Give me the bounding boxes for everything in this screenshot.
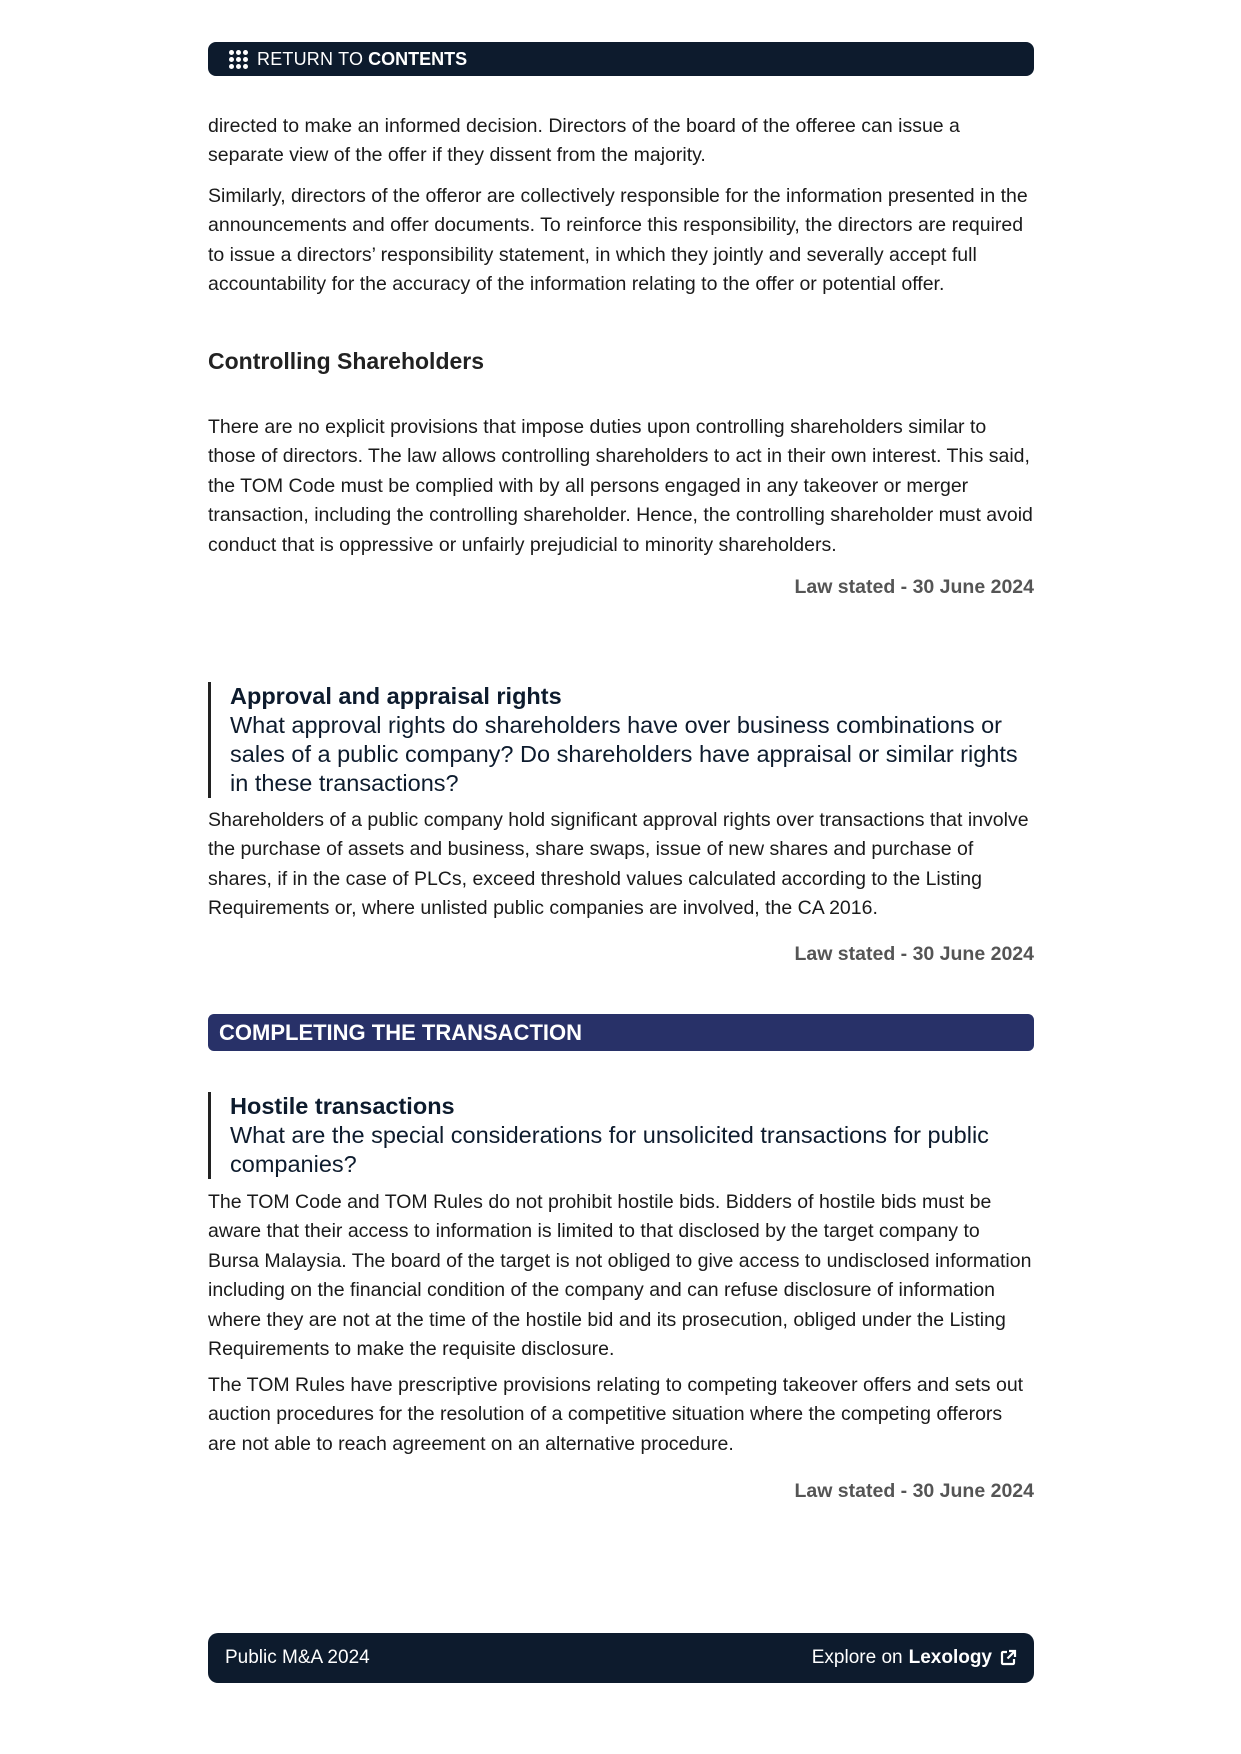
law-stated-hostile: Law stated - 30 June 2024 [794,1480,1034,1502]
explore-on-lexology-link[interactable] [812,1647,1017,1669]
hostile-paragraph-1: The TOM Code and TOM Rules do not prohibit hostile bids. Bidders of hostile bids must be aware that their access to information is limited to that disclosed by the target company to Bursa Malaysia. The board of the target is not obliged to give access to undisclosed information including on the financial condition of the company and can refuse disclosure of information where they are not at the time of the hostile bid and its prosecution, obliged under the Listing Requirements to make the requisite disclosure. [208,1191,1032,1361]
question-text: What approval rights do shareholders have over business combinations or sales of a public company? Do shareholders have appraisal or similar rights in these transactions? [230,712,1018,796]
question-block-hostile [208,1092,1034,1179]
law-stated-controlling: Law stated - 30 June 2024 [794,576,1034,598]
question-text: What are the special considerations for unsolicited transactions for public companies? [230,1122,989,1177]
contents-label: CONTENTS [368,48,468,69]
question-title: Hostile transactions [230,1093,455,1119]
explore-label: Explore on [811,1647,903,1668]
question-title: Approval and appraisal rights [230,683,562,709]
hostile-paragraph-2: The TOM Rules have prescriptive provisions relating to competing takeover offers and sets out auction procedures for the resolution of a competitive situation where the competing offerors are not able to reach agreement on an alternative procedure. [208,1374,1024,1455]
external-link-icon [999,1649,1017,1667]
return-to-contents-button[interactable] [208,42,1034,76]
question-block-approval [208,682,1034,798]
intro-paragraph-2: Similarly, directors of the offeror are collectively responsible for the information presented in the announcements and offer documents. To reinforce this responsibility, the directors are required to issue a directors’ responsibility statement, in which they jointly and severally accept full accountability for the accuracy of the information relating to the offer or potential offer. [208,185,1028,296]
controlling-shareholders-heading: Controlling Shareholders [208,348,485,374]
section-title-bar: COMPLETING THE TRANSACTION [208,1014,1034,1051]
lexology-brand: Lexology [908,1647,992,1668]
approval-paragraph: Shareholders of a public company hold significant approval rights over transactions that involve the purchase of assets and business, share swaps, issue of new shares and purchase of shares, if in the case of PLCs, exceed threshold values calculated according to the Listing Requirements or, where unlisted public companies are involved, the CA 2016. [208,809,1029,920]
footer-bar [208,1633,1034,1683]
law-stated-approval: Law stated - 30 June 2024 [794,943,1034,965]
grid-icon [229,50,248,69]
return-label: RETURN TO [257,48,364,69]
intro-paragraph-1: directed to make an informed decision. Directors of the board of the offeree can issue a separate view of the offer if they dissent from the majority. [208,115,960,167]
controlling-paragraph: There are no explicit provisions that impose duties upon controlling shareholders similar to those of directors. The law allows controlling shareholders to act in their own interest. This said, the TOM Code must be complied with by all persons engaged in any takeover or merger transaction, including the controlling shareholder. Hence, the controlling shareholder must avoid conduct that is oppressive or unfairly prejudicial to minority shareholders. [208,416,1033,556]
publication-title: Public M&A 2024 [225,1647,370,1668]
